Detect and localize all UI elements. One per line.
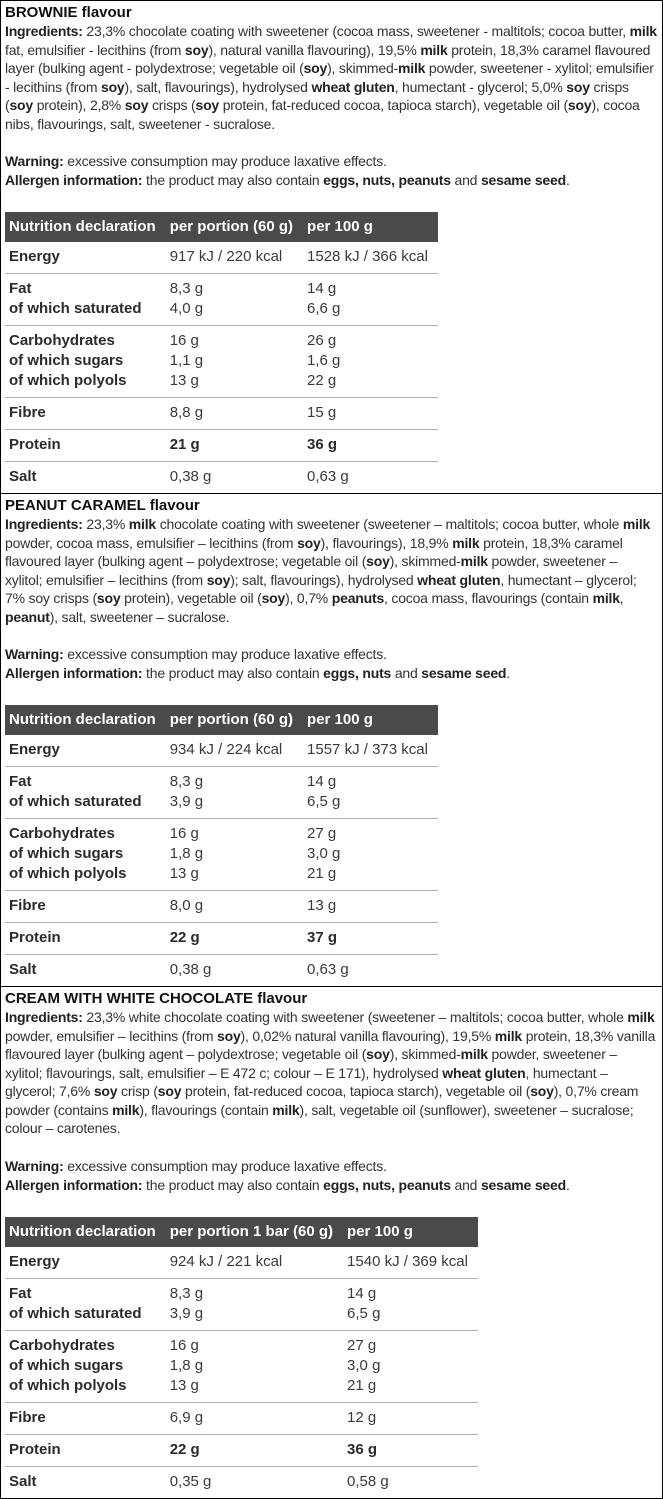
value-per-100g: 21 g [347, 1376, 377, 1394]
value-per-portion: 8,3 g [169, 1284, 204, 1302]
value-per-100g: 12 g [347, 1408, 377, 1426]
row-label: Salt [9, 468, 37, 485]
value-per-portion: 16 g [169, 332, 199, 349]
row-label: Fibre [9, 404, 46, 421]
value-per-portion: 22 g [169, 1440, 200, 1458]
value-per-100g: 26 g [307, 332, 337, 349]
value-per-portion: 22 g [169, 929, 200, 946]
nutrition-table [5, 212, 438, 493]
value-per-100g: 6,5 g [307, 793, 341, 810]
nutrition-column-header: per 100 g [343, 1217, 478, 1247]
row-label: of which polyols [9, 372, 127, 389]
row-label: Fat [9, 280, 32, 297]
value-per-100g: 1557 kJ / 373 kcal [307, 741, 428, 758]
nutrition-row [5, 242, 438, 274]
value-per-portion: 0,38 g [169, 468, 212, 485]
value-per-100g: 14 g [347, 1284, 377, 1302]
warning-text: Warning: excessive consumption may produce laxative effects. [5, 646, 387, 662]
row-label: Salt [9, 1472, 37, 1490]
nutrition-row [5, 326, 438, 352]
value-per-portion: 16 g [169, 1336, 199, 1354]
nutrition-row [5, 1466, 478, 1498]
value-per-portion: 3,9 g [169, 793, 204, 810]
nutrition-row [5, 1278, 478, 1304]
row-label: Protein [9, 1440, 61, 1458]
value-per-100g: 22 g [307, 372, 337, 389]
nutrition-column-header: per 100 g [303, 705, 438, 735]
value-per-100g: 0,63 g [307, 961, 349, 978]
value-per-portion: 934 kJ / 224 kcal [169, 741, 283, 758]
row-label: Fibre [9, 897, 46, 914]
nutrition-row [5, 299, 438, 326]
nutrition-column-header: Nutrition declaration [5, 1217, 166, 1247]
nutrition-row [5, 1434, 478, 1466]
nutrition-column-header: Nutrition declaration [5, 705, 166, 735]
nutrition-row [5, 371, 438, 398]
value-per-100g: 27 g [307, 825, 337, 842]
flavour-heading: PEANUT CARAMEL flavour [5, 497, 200, 514]
nutrition-row [5, 1356, 478, 1376]
nutrition-row [5, 891, 438, 923]
value-per-100g: 1540 kJ / 369 kcal [347, 1252, 468, 1270]
row-label: Energy [9, 1252, 60, 1270]
flavour-heading: BROWNIE flavour [5, 4, 132, 21]
value-per-portion: 21 g [169, 436, 200, 453]
value-per-portion: 1,1 g [169, 352, 204, 369]
value-per-portion: 8,8 g [169, 404, 204, 421]
warning-text: Warning: excessive consumption may produce laxative effects. [5, 1157, 387, 1174]
value-per-100g: 0,63 g [307, 468, 349, 485]
ingredients-text: Ingredients: 23,3% milk chocolate coating with sweetener (sweetener – maltitols; cocoa butter, whole milk powder, cocoa mass, emulsifier – lecithins (from soy), flavourings), 18,9% milk protein, 18,3% caramel flavoured layer (bulking agent – polydextrose; vegetable oil (soy), skimmed-milk powder, sweetener – xylitol; emulsifier – lecithins (from soy); salt, flavourings), hydrolysed wheat gluten, humectant – glycerol; 7% soy crisps (soy protein), vegetable oil (soy), 0,7% peanuts, cocoa mass, flavourings (contain milk, peanut), salt, sweetener – sucralose. [5, 516, 651, 625]
value-per-portion: 8,3 g [169, 280, 204, 297]
nutrition-row [5, 767, 438, 793]
value-per-100g: 37 g [307, 929, 338, 946]
nutrition-row [5, 844, 438, 864]
row-label: Protein [9, 436, 61, 453]
value-per-portion: 13 g [169, 865, 199, 882]
nutrition-header-row [5, 1217, 478, 1247]
ingredients-text: Ingredients: 23,3% chocolate coating with sweetener (cocoa mass, sweetener - maltitols; cocoa butter, milk fat, emulsifier - lecithins (from soy), natural vanilla flavouring), 19,5% milk protein, 18,3% caramel flavoured layer (bulking agent - polydextrose; vegetable oil (soy), skimmed-milk powder, sweetener - xylitol; emulsifier - lecithins (from soy), salt, flavourings), hydrolysed wheat gluten, humectant - glycerol; 5,0% soy crisps (soy protein), 2,8% soy crisps (soy protein, fat-reduced cocoa, tapioca starch), vegetable oil (soy), cocoa nibs, flavourings, salt, sweetener - sucralose. [5, 23, 657, 132]
nutrition-row [5, 462, 438, 494]
value-per-portion: 3,9 g [169, 1304, 204, 1322]
value-per-100g: 14 g [307, 773, 337, 790]
row-label: Fibre [9, 1408, 46, 1426]
row-label: Energy [9, 741, 60, 758]
row-label: of which saturated [9, 300, 142, 317]
row-label: Protein [9, 929, 61, 946]
value-per-portion: 924 kJ / 221 kcal [169, 1252, 283, 1270]
value-per-portion: 8,3 g [169, 773, 204, 790]
nutrition-row [5, 735, 438, 767]
row-label: Energy [9, 248, 60, 265]
nutrition-row [5, 819, 438, 845]
nutrition-column-header: Nutrition declaration [5, 212, 166, 242]
value-per-portion: 0,38 g [169, 961, 212, 978]
row-label: of which sugars [9, 845, 124, 862]
nutrition-row [5, 1304, 478, 1331]
value-per-portion: 917 kJ / 220 kcal [169, 248, 283, 265]
row-label: Carbohydrates [9, 1336, 115, 1354]
nutrition-row [5, 955, 438, 987]
value-per-100g: 1,6 g [307, 352, 341, 369]
row-label: of which saturated [9, 793, 142, 810]
value-per-100g: 14 g [307, 280, 337, 297]
allergen-text: Allergen information: the product may also contain eggs, nuts and sesame seed. [5, 665, 510, 681]
nutrition-column-header: per portion (60 g) [166, 705, 303, 735]
value-per-portion: 1,8 g [169, 845, 204, 862]
value-per-100g: 1528 kJ / 366 kcal [307, 248, 428, 265]
nutrition-row [5, 398, 438, 430]
section-peanut-caramel [0, 493, 663, 987]
value-per-100g: 36 g [347, 1440, 378, 1458]
nutrition-row [5, 1247, 478, 1279]
value-per-portion: 0,35 g [169, 1472, 212, 1490]
row-label: of which sugars [9, 352, 124, 369]
section-brownie [0, 0, 663, 494]
value-per-100g: 27 g [347, 1336, 377, 1354]
value-per-portion: 4,0 g [169, 300, 204, 317]
allergen-text: Allergen information: the product may also contain eggs, nuts, peanuts and sesame seed. [5, 172, 570, 188]
value-per-portion: 6,9 g [169, 1408, 204, 1426]
value-per-100g: 3,0 g [347, 1356, 381, 1374]
value-per-portion: 1,8 g [169, 1356, 204, 1374]
value-per-portion: 13 g [169, 1376, 199, 1394]
nutrition-column-header: per portion (60 g) [166, 212, 303, 242]
value-per-100g: 3,0 g [307, 845, 341, 862]
row-label: of which sugars [9, 1356, 124, 1374]
value-per-100g: 13 g [307, 897, 337, 914]
flavour-heading: CREAM WITH WHITE CHOCOLATE flavour [5, 990, 308, 1007]
nutrition-row [5, 274, 438, 300]
nutrition-header-row [5, 212, 438, 242]
value-per-100g: 0,58 g [347, 1472, 389, 1490]
row-label: Carbohydrates [9, 825, 115, 842]
nutrition-table [5, 1217, 478, 1498]
row-label: of which saturated [9, 1304, 142, 1322]
nutrition-row [5, 792, 438, 819]
nutrition-row [5, 351, 438, 371]
nutrition-header-row [5, 705, 438, 735]
value-per-100g: 6,6 g [307, 300, 341, 317]
value-per-portion: 13 g [169, 372, 199, 389]
nutrition-row [5, 1330, 478, 1356]
row-label: Fat [9, 773, 32, 790]
value-per-portion: 8,0 g [169, 897, 204, 914]
value-per-portion: 16 g [169, 825, 199, 842]
nutrition-row [5, 1376, 478, 1403]
warning-text: Warning: excessive consumption may produce laxative effects. [5, 153, 387, 169]
row-label: Fat [9, 1284, 32, 1302]
row-label: Salt [9, 961, 37, 978]
nutrition-row [5, 1402, 478, 1434]
nutrition-row [5, 864, 438, 891]
nutrition-column-header: per portion 1 bar (60 g) [166, 1217, 343, 1247]
value-per-100g: 21 g [307, 865, 337, 882]
row-label: of which polyols [9, 865, 127, 882]
nutrition-table [5, 705, 438, 986]
row-label: Carbohydrates [9, 332, 115, 349]
allergen-text: Allergen information: the product may also contain eggs, nuts, peanuts and sesame seed. [5, 1176, 570, 1193]
section-cream-white-chocolate [0, 986, 663, 1499]
nutrition-row [5, 923, 438, 955]
row-label: of which polyols [9, 1376, 127, 1394]
value-per-100g: 36 g [307, 436, 338, 453]
ingredients-text: Ingredients: 23,3% white chocolate coating with sweetener (sweetener – maltitols; cocoa butter, whole milk powder, emulsifier – lecithins (from soy), 0,02% natural vanilla flavouring), 19,5% milk protein, 18,3% vanilla flavoured layer (bulking agent – polydextrose; vegetable oil (soy), skimmed-milk powder, sweetener – xylitol; flavourings, salt, emulsifier – E 472 c; colour – E 171), hydrolysed wheat gluten, humectant – glycerol; 7,6% soy crisp (soy protein, fat-reduced cocoa, tapioca starch), vegetable oil (soy), 0,7% cream powder (contains milk), flavourings (contain milk), salt, vegetable oil (sunflower), sweetener – sucralose; colour – carotenes. [5, 1009, 656, 1136]
nutrition-column-header: per 100 g [303, 212, 438, 242]
value-per-100g: 6,5 g [347, 1304, 381, 1322]
nutrition-row [5, 430, 438, 462]
value-per-100g: 15 g [307, 404, 337, 421]
